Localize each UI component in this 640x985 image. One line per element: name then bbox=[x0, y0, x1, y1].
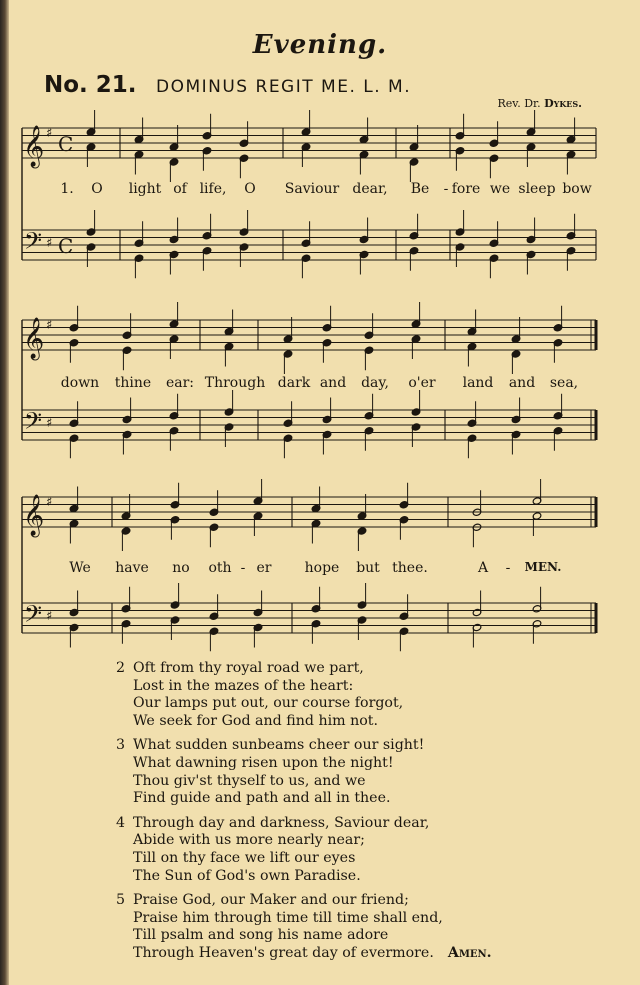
lyric-syllable: O bbox=[91, 181, 103, 197]
verse-line-text: Thou giv'st thyself to us, and we bbox=[133, 772, 366, 789]
key-signature-sharp: ♯ bbox=[46, 495, 53, 510]
amen-label: Amen. bbox=[447, 944, 492, 961]
lyric-syllable: light bbox=[128, 181, 162, 197]
lyrics-line-2 bbox=[0, 375, 640, 395]
verse bbox=[116, 660, 586, 730]
lyric-syllable: and bbox=[319, 375, 347, 391]
verse-line bbox=[116, 755, 586, 773]
verse-line-text: Through Heaven's great day of evermore. bbox=[133, 944, 434, 961]
verse-line-text: Lost in the mazes of the heart: bbox=[133, 677, 354, 694]
verse-line-text: What dawning risen upon the night! bbox=[133, 754, 394, 771]
lyric-syllable: er bbox=[256, 560, 272, 576]
verse-line bbox=[116, 773, 586, 791]
verse-line bbox=[116, 815, 586, 833]
verse-line-text: What sudden sunbeams cheer our sight! bbox=[133, 737, 425, 754]
verse-line-text: Till on thy face we lift our eyes bbox=[133, 849, 356, 866]
verse-line-text: Till psalm and song his name adore bbox=[133, 927, 389, 944]
page-title: Evening. bbox=[252, 30, 388, 60]
key-signature-sharp: ♯ bbox=[46, 318, 53, 333]
verse-number: 4 bbox=[116, 814, 126, 831]
verse-line-text: We seek for God and find him not. bbox=[133, 712, 378, 729]
composer-name: Dykes. bbox=[544, 97, 582, 110]
lyric-syllable: and bbox=[508, 375, 536, 391]
verse-line bbox=[116, 892, 586, 910]
bass-clef: 𝄢 bbox=[24, 600, 43, 633]
verse-number: 5 bbox=[116, 892, 126, 909]
key-signature-sharp: ♯ bbox=[46, 416, 53, 431]
lyric-syllable: - bbox=[240, 560, 246, 576]
verse-number: 3 bbox=[116, 737, 126, 754]
tune-name-and-meter: DOMINUS REGIT ME. L. M. bbox=[156, 77, 412, 97]
lyric-syllable: day, bbox=[361, 375, 389, 391]
verse-line bbox=[116, 737, 586, 755]
lyric-syllable: Be bbox=[410, 181, 430, 197]
verse-line bbox=[116, 660, 586, 678]
key-signature-sharp: ♯ bbox=[46, 126, 53, 141]
lyric-syllable: sleep bbox=[518, 181, 556, 197]
verse-number: 2 bbox=[116, 660, 126, 676]
lyric-syllable: A bbox=[477, 560, 489, 576]
verse-line bbox=[116, 678, 586, 696]
composer-prefix: Rev. Dr. bbox=[497, 97, 541, 110]
lyric-syllable: sea, bbox=[549, 375, 579, 391]
verse-line bbox=[116, 790, 586, 808]
lyric-syllable: - bbox=[505, 560, 511, 576]
verse-line bbox=[116, 850, 586, 868]
lyric-syllable: bow bbox=[562, 181, 592, 197]
lyric-syllable: - bbox=[443, 181, 449, 197]
verse bbox=[116, 737, 586, 807]
lyric-syllable: fore bbox=[451, 181, 481, 197]
lyric-syllable: no bbox=[172, 560, 190, 576]
lyric-syllable: of bbox=[173, 181, 187, 197]
key-signature-sharp: ♯ bbox=[46, 236, 53, 251]
time-signature: C bbox=[58, 132, 74, 156]
lyric-syllable: dear, bbox=[352, 181, 388, 197]
verse-line-text: Praise him through time till time shall end, bbox=[133, 909, 443, 926]
verse-line bbox=[116, 910, 586, 928]
time-signature: C bbox=[58, 234, 74, 258]
verse-line bbox=[116, 832, 586, 850]
lyric-syllable: land bbox=[462, 375, 494, 391]
lyric-syllable: O bbox=[244, 181, 256, 197]
verses bbox=[116, 660, 586, 970]
bass-clef: 𝄢 bbox=[24, 227, 43, 260]
key-signature-sharp: ♯ bbox=[46, 609, 53, 624]
lyric-syllable: ear: bbox=[165, 375, 195, 391]
lyric-syllable: we bbox=[489, 181, 511, 197]
bass-clef: 𝄢 bbox=[24, 407, 43, 440]
treble-clef: 𝄞 bbox=[23, 495, 45, 536]
lyric-syllable: dark bbox=[277, 375, 311, 391]
treble-clef: 𝄞 bbox=[23, 126, 45, 167]
lyric-syllable: Through bbox=[204, 375, 266, 391]
lyric-syllable: have bbox=[115, 560, 149, 576]
verse-line-text: Through day and darkness, Saviour dear, bbox=[133, 814, 430, 831]
verse bbox=[116, 892, 586, 962]
lyrics-line-3 bbox=[0, 560, 640, 580]
lyric-syllable: Saviour bbox=[284, 181, 340, 197]
verse-line bbox=[116, 713, 586, 731]
lyric-syllable: life, bbox=[199, 181, 227, 197]
lyric-syllable: thine bbox=[114, 375, 152, 391]
lyric-syllable: hope bbox=[304, 560, 340, 576]
verse-line bbox=[116, 945, 586, 963]
hymn-number: No. 21. bbox=[44, 72, 137, 98]
verse-line-text: Praise God, our Maker and our friend; bbox=[133, 892, 409, 909]
verse-line-text: Our lamps put out, our course forgot, bbox=[133, 695, 404, 712]
lyric-syllable: o'er bbox=[408, 375, 436, 391]
verse-line-text: Abide with us more nearly near; bbox=[133, 832, 365, 849]
verse-line-text: Oft from thy royal road we part, bbox=[133, 660, 364, 676]
lyrics-line-1 bbox=[0, 181, 640, 201]
verse-line bbox=[116, 695, 586, 713]
lyric-syllable: thee. bbox=[392, 560, 428, 576]
lyric-syllable: down bbox=[60, 375, 100, 391]
verse-line bbox=[116, 927, 586, 945]
lyric-syllable: 1. bbox=[60, 181, 74, 197]
verse-line-text: The Sun of God's own Paradise. bbox=[133, 867, 361, 884]
verse bbox=[116, 815, 586, 885]
treble-clef: 𝄞 bbox=[23, 318, 45, 359]
lyric-syllable: MEN. bbox=[524, 560, 562, 574]
lyric-syllable: We bbox=[69, 560, 91, 576]
verse-line-text: Find guide and path and all in thee. bbox=[133, 790, 391, 807]
lyric-syllable: but bbox=[356, 560, 380, 576]
lyric-syllable: oth bbox=[208, 560, 232, 576]
verse-line bbox=[116, 868, 586, 886]
